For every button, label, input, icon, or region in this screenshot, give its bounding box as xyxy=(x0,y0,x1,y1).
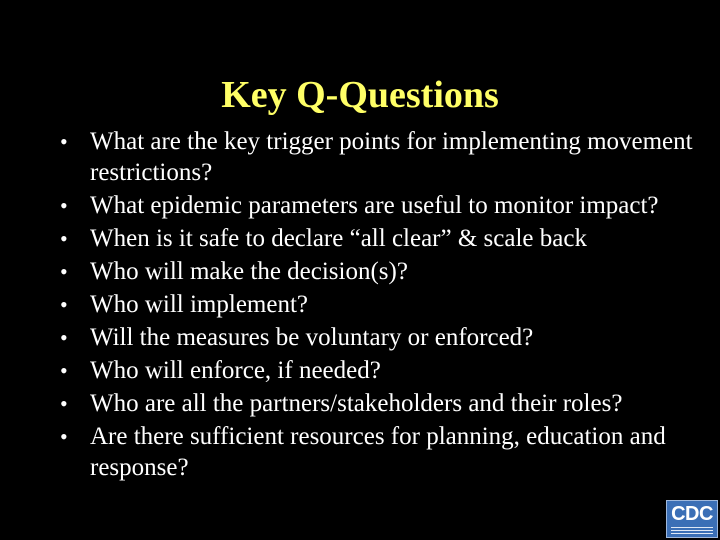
bullet-icon: • xyxy=(60,391,68,416)
logo-line xyxy=(671,533,713,534)
bullet-item xyxy=(60,289,700,320)
bullet-icon: • xyxy=(60,129,68,154)
bullet-text: When is it safe to declare “all clear” & scale back xyxy=(90,225,587,252)
bullet-icon: • xyxy=(60,358,68,383)
bullet-item xyxy=(60,126,700,188)
bullet-icon: • xyxy=(60,259,68,284)
bullet-icon: • xyxy=(60,226,68,251)
bullet-text: Who are all the partners/stakeholders and their roles? xyxy=(90,390,623,417)
bullet-item xyxy=(60,322,700,353)
bullet-item xyxy=(60,256,700,287)
cdc-logo-fine-print xyxy=(671,527,713,535)
bullet-text: Will the measures be voluntary or enforced? xyxy=(90,324,534,351)
bullet-text: Who will implement? xyxy=(90,291,309,318)
bullet-icon: • xyxy=(60,325,68,350)
bullet-item xyxy=(60,190,700,221)
bullet-text: What epidemic parameters are useful to monitor impact? xyxy=(90,192,659,219)
slide-title: Key Q-Questions xyxy=(221,74,499,116)
logo-line xyxy=(671,527,713,528)
bullet-icon: • xyxy=(60,292,68,317)
bullet-icon: • xyxy=(60,424,68,449)
bullet-text: Are there sufficient resources for planning, education and response? xyxy=(90,423,666,481)
logo-line xyxy=(671,530,713,531)
bullet-text: What are the key trigger points for implementing movement restrictions? xyxy=(90,128,693,186)
bullet-item xyxy=(60,223,700,254)
bullet-list xyxy=(60,126,700,485)
bullet-text: Who will make the decision(s)? xyxy=(90,258,408,285)
bullet-item xyxy=(60,355,700,386)
bullet-text: Who will enforce, if needed? xyxy=(90,357,381,384)
cdc-logo xyxy=(666,500,718,538)
cdc-logo-text: CDC xyxy=(671,503,713,525)
bullet-item xyxy=(60,421,700,483)
bullet-item xyxy=(60,388,700,419)
bullet-icon: • xyxy=(60,193,68,218)
